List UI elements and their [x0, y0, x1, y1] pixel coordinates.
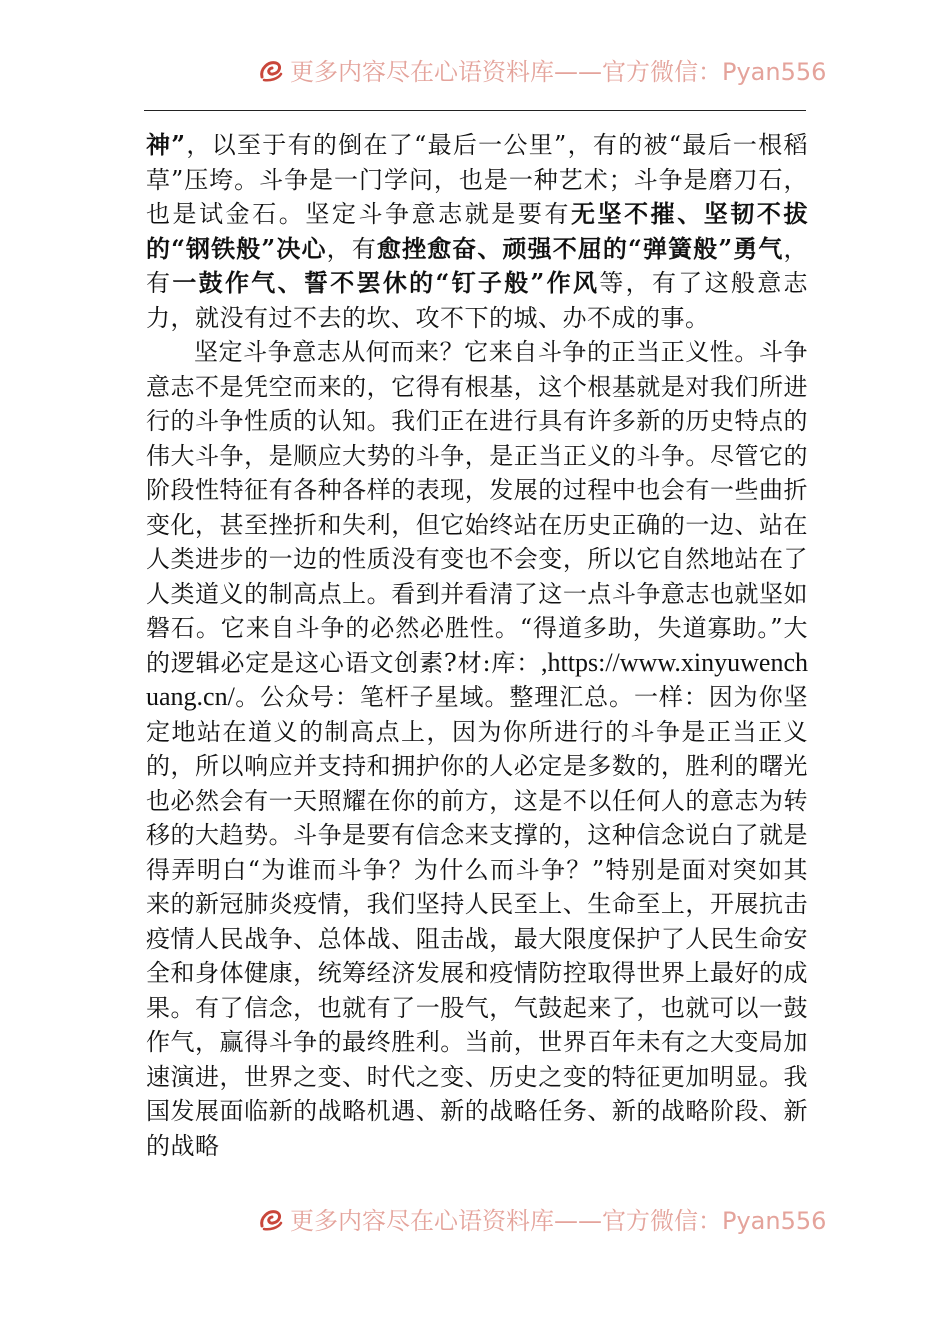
paragraph — [146, 335, 808, 1163]
bold-text: 神” — [146, 130, 186, 159]
watermark-text: 更多内容尽在心语资料库——官方微信：Pyan556 — [290, 58, 827, 86]
bold-text: 无坚不摧、坚韧不拔的“钢铁般”决心 — [146, 199, 808, 263]
header-watermark — [0, 52, 950, 92]
header-divider — [144, 110, 806, 111]
watermark-text: 更多内容尽在心语资料库——官方微信：Pyan556 — [290, 1207, 827, 1235]
url-text: ,https://www.xinyuwenchuang.cn/ — [146, 647, 808, 711]
body-text: 等，有了这般意志力，就没有过不去的坎、攻不下的城、办不成的事。 — [146, 269, 809, 332]
paragraph — [146, 128, 808, 335]
body-text: ，以至于有的倒在了“最后一公里”，有的被“最后一根稻草”压垮。斗争是一门学问，也是一种艺术；斗争是磨刀石，也是试金石。坚定斗争意志就是要有 — [146, 131, 808, 228]
footer-watermark — [0, 1203, 950, 1243]
body-text: 坚定斗争意志从何而来？它来自斗争的正当正义性。斗争意志不是凭空而来的，它得有根基，这个根基就是对我们所进行的斗争性质的认知。我们正在进行具有许多新的历史特点的伟大斗争，是顺应大势的斗争，是正当正义的斗争。尽管它的阶段性特征有各种各样的表现，发展的过程中也会有一些曲折变化，甚至挫折和失利，但它始终站在历史正确的一边、站在人类进步的一边的性质没有变也不会变，所以它自然地站在了人类道义的制高点上。看到并看清了这一点斗争意志也就坚如磐石。它来自斗争的必然必胜性。“得道多助，失道寡助。”大的逻辑必定是这心语文创素?材:库： — [146, 338, 808, 677]
document-body — [146, 128, 808, 1163]
bold-text: 愈挫愈奋、顽强不屈的“弹簧般”勇气 — [376, 233, 784, 263]
body-text: ，有 — [326, 234, 377, 263]
spiral-logo-icon — [258, 57, 284, 83]
bold-text: 一鼓作气、誓不罢休的“钉子般”作风 — [172, 268, 600, 297]
spiral-logo-icon — [258, 1206, 284, 1232]
body-text: ，有 — [146, 234, 809, 297]
body-text: 。公众号：笔杆子星域。整理汇总。一样：因为你坚定地站在道义的制高点上，因为你所进行的斗争是正当正义的，所以响应并支持和拥护你的人必定是多数的，胜利的曙光也必然会有一天照耀在你的前方，这是不以任何人的意志为转移的大趋势。斗争是要有信念来支撑的，这种信念说白了就是得弄明白“为谁而斗争？为什么而斗争？”特别是面对突如其来的新冠肺炎疫情，我们坚持人民至上、生命至上，开展抗击疫情人民战争、总体战、阻击战，最大限度保护了人民生命安全和身体健康，统筹经济发展和疫情防控取得世界上最好的成果。有了信念，也就有了一股气，气鼓起来了，也就可以一鼓作气，赢得斗争的最终胜利。当前，世界百年未有之大变局加速演进，世界之变、时代之变、历史之变的特征更加明显。我国发展面临新的战略机遇、新的战略任务、新的战略阶段、新的战略 — [146, 683, 808, 1160]
